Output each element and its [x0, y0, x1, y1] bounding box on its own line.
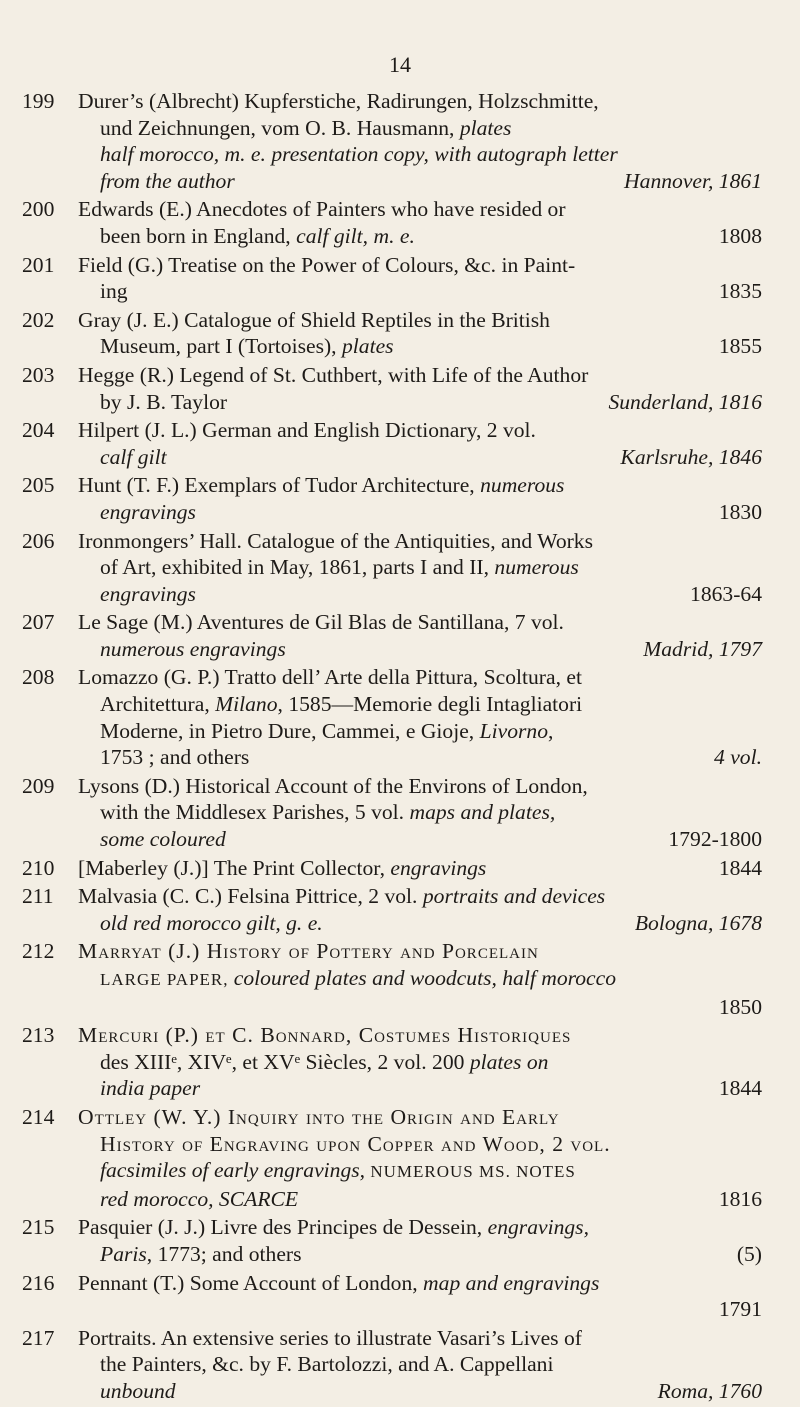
- list-item: [22, 773, 762, 853]
- lot-number: 200: [22, 197, 55, 222]
- entry-text: NUMEROUS MS. NOTES: [365, 1162, 576, 1182]
- entry-line: [78, 883, 762, 910]
- entry-imprint: 1830: [718, 499, 762, 524]
- entry-text: 1753 ; and others: [100, 745, 250, 770]
- lot-number: 205: [22, 473, 55, 498]
- list-item: [22, 472, 762, 525]
- entry-imprint: 4 vol.: [714, 745, 762, 770]
- entry-text: Architettura,: [100, 692, 216, 717]
- entry-imprint: 1855: [718, 334, 762, 359]
- entry-line: [78, 472, 762, 499]
- entry-line: [78, 581, 762, 608]
- page-number: 14: [389, 52, 411, 77]
- entry-text: [Maberley (J.)] The Print Collector,: [78, 855, 391, 880]
- entry-imprint: 1844: [718, 855, 762, 880]
- entry-italic: engravings: [390, 855, 487, 880]
- entry-line: [78, 1075, 762, 1102]
- entry-imprint: Bologna, 1678: [634, 910, 762, 935]
- entry-line: [78, 168, 762, 195]
- list-item: [22, 1104, 762, 1212]
- entry-italic: coloured plates and woodcuts, half morocco: [233, 966, 617, 990]
- entry-line: [78, 1186, 762, 1213]
- entry-imprint: 1791: [718, 1297, 762, 1322]
- entry-line: [78, 223, 762, 250]
- entry-italic: facsimiles of early engravings,: [100, 1158, 366, 1183]
- entry-line: [78, 1157, 762, 1186]
- entry-line: Hegge (R.) Legend of St. Cuthbert, with Life of the Author: [78, 362, 589, 387]
- entry-text: calf gilt: [100, 444, 167, 469]
- entry-line: [78, 691, 762, 718]
- entry-line: History of Engraving upon Copper and Wood, 2 vol.: [100, 1131, 611, 1156]
- entry-imprint: Sunderland, 1816: [608, 389, 762, 414]
- entry-italic: Paris: [100, 1241, 147, 1266]
- entry-text: ing: [100, 279, 128, 304]
- entry-line: Ottley (W. Y.) Inquiry into the Origin and Early: [78, 1104, 560, 1129]
- entry-line: [78, 1049, 762, 1076]
- entry-line: [78, 855, 762, 882]
- lot-number: 210: [22, 855, 55, 880]
- entry-line: [78, 636, 762, 663]
- entry-line: [78, 1214, 762, 1241]
- entry-line: the Painters, &c. by F. Bartolozzi, and A. Cappellani: [100, 1352, 554, 1377]
- entry-text: engravings: [100, 581, 196, 606]
- entry-italic: Livorno: [479, 718, 548, 743]
- entry-line: half morocco, m. e. presentation copy, with autograph letter: [100, 142, 618, 167]
- lot-number: 201: [22, 252, 55, 277]
- entry-text: Museum, part I (Tortoises),: [100, 334, 342, 359]
- lot-number: 214: [22, 1104, 55, 1129]
- entry-line: [78, 278, 762, 305]
- entry-text: LARGE PAPER,: [100, 970, 234, 989]
- entry-text: india paper: [100, 1076, 201, 1101]
- lot-number: 212: [22, 939, 55, 964]
- entry-text: of Art, exhibited in May, 1861, parts I and II,: [100, 555, 495, 580]
- lot-number: 208: [22, 665, 55, 690]
- entry-italic: numerous: [480, 473, 565, 498]
- entry-line: [78, 910, 762, 937]
- lot-number: 203: [22, 362, 55, 387]
- entry-line: [78, 499, 762, 526]
- lot-number: 213: [22, 1023, 55, 1048]
- entry-line: Gray (J. E.) Catalogue of Shield Reptiles in the British: [78, 307, 550, 332]
- list-item: [22, 609, 762, 662]
- list-item: [22, 252, 762, 305]
- entry-text: numerous engravings: [100, 636, 286, 661]
- entry-italic: portraits and devices: [422, 884, 606, 909]
- entry-line: [78, 333, 762, 360]
- entry-italic: numerous: [494, 555, 579, 580]
- entry-line: [78, 1270, 762, 1297]
- entry-line: [78, 1378, 762, 1405]
- list-item: [22, 307, 762, 360]
- entry-line: [78, 744, 762, 771]
- entry-text: Hunt (T. F.) Exemplars of Tudor Architecture,: [78, 473, 481, 498]
- entry-imprint: 1844: [718, 1076, 762, 1101]
- entry-text: , 1585—Memorie degli Intagliatori: [277, 692, 583, 717]
- entry-line: Field (G.) Treatise on the Power of Colours, &c. in Paint-: [78, 252, 576, 277]
- entry-line: Durer’s (Albrecht) Kupferstiche, Radirungen, Holzschmitte,: [78, 89, 599, 113]
- entry-italic: plates: [341, 334, 394, 359]
- entry-imprint: Madrid, 1797: [643, 636, 762, 661]
- entry-line: [78, 965, 762, 994]
- entry-text: ,: [548, 718, 554, 743]
- list-item: [22, 1022, 762, 1102]
- entry-imprint: 1863-64: [690, 581, 762, 606]
- entry-italic: calf gilt, m. e.: [296, 223, 415, 248]
- entry-text: with the Middlesex Parishes, 5 vol.: [100, 800, 410, 825]
- lot-number: 216: [22, 1270, 55, 1295]
- entry-imprint: Hannover, 1861: [624, 168, 762, 193]
- entry-text: old red morocco gilt, g. e.: [100, 910, 323, 935]
- entry-text: some coloured: [100, 827, 226, 852]
- entry-text: from the author: [100, 168, 235, 193]
- entry-text: by J. B. Taylor: [100, 389, 228, 414]
- entry-text: been born in England,: [100, 223, 297, 248]
- entry-italic: maps and plates,: [409, 800, 556, 825]
- entry-italic: plates on: [469, 1049, 549, 1074]
- entry-line: Lomazzo (G. P.) Tratto dell’ Arte della Pittura, Scoltura, et: [78, 665, 582, 690]
- entry-line: Edwards (E.) Anecdotes of Painters who have resided or: [78, 197, 566, 222]
- entry-imprint: 1850: [718, 994, 762, 1019]
- entry-text: , 1773; and others: [146, 1241, 302, 1266]
- entry-list: [22, 88, 762, 1407]
- lot-number: 202: [22, 307, 55, 332]
- entry-line: [78, 554, 762, 581]
- lot-number: 215: [22, 1215, 55, 1240]
- entry-line: Lysons (D.) Historical Account of the Environs of London,: [78, 773, 588, 798]
- entry-line: Portraits. An extensive series to illustrate Vasari’s Lives of: [78, 1325, 582, 1350]
- list-item: [22, 362, 762, 415]
- entry-line: [78, 718, 762, 745]
- entry-line: [78, 826, 762, 853]
- list-item: [22, 88, 762, 194]
- list-item: [22, 883, 762, 936]
- entry-italic: map and engravings: [423, 1270, 600, 1295]
- lot-number: 204: [22, 418, 55, 443]
- entry-line: [78, 799, 762, 826]
- entry-line: Hilpert (J. L.) German and English Dictionary, 2 vol.: [78, 418, 536, 443]
- lot-number: 206: [22, 528, 55, 553]
- entry-line: [78, 389, 762, 416]
- list-item: [22, 196, 762, 249]
- entry-imprint: 1792-1800: [668, 827, 762, 852]
- entry-italic: Milano: [215, 692, 278, 717]
- entry-text: Pennant (T.) Some Account of London,: [78, 1270, 424, 1295]
- list-item: [22, 938, 762, 1020]
- entry-text: engravings: [100, 499, 196, 524]
- entry-text: des XIIIᵉ, XIVᵉ, et XVᵉ Siècles, 2 vol. 200: [100, 1049, 470, 1074]
- entry-line: Mercuri (P.) et C. Bonnard, Costumes Historiques: [78, 1023, 572, 1048]
- entry-line: Ironmongers’ Hall. Catalogue of the Antiquities, and Works: [78, 528, 594, 553]
- entry-imprint: 1816: [718, 1186, 762, 1211]
- entry-line: Marryat (J.) History of Pottery and Porcelain: [78, 939, 539, 964]
- list-item: [22, 1325, 762, 1405]
- entry-text: red morocco, SCARCE: [100, 1186, 299, 1211]
- entry-text: Malvasia (C. C.) Felsina Pittrice, 2 vol.: [78, 884, 423, 909]
- list-item: [22, 1214, 762, 1267]
- entry-italic: engravings,: [487, 1215, 589, 1240]
- entry-line: [78, 444, 762, 471]
- lot-number: 199: [22, 89, 55, 113]
- list-item: [22, 664, 762, 770]
- lot-number: 209: [22, 773, 55, 798]
- entry-imprint: Karlsruhe, 1846: [620, 444, 762, 469]
- list-item: [22, 528, 762, 608]
- list-item: [22, 417, 762, 470]
- entry-imprint: 1808: [718, 223, 762, 248]
- entry-italic: plates: [459, 115, 512, 140]
- entry-text: Pasquier (J. J.) Livre des Principes de Dessein,: [78, 1215, 488, 1240]
- entry-imprint: Roma, 1760: [657, 1378, 762, 1403]
- entry-text: Moderne, in Pietro Dure, Cammei, e Gioje,: [100, 718, 480, 743]
- entry-line: Le Sage (M.) Aventures de Gil Blas de Santillana, 7 vol.: [78, 610, 564, 635]
- entry-imprint: 1835: [718, 279, 762, 304]
- lot-number: 217: [22, 1325, 55, 1350]
- entry-line: [78, 115, 762, 142]
- entry-imprint: (5): [736, 1241, 762, 1266]
- entry-line: [78, 1241, 762, 1268]
- entry-text: und Zeichnungen, vom O. B. Hausmann,: [100, 115, 460, 140]
- list-item: [22, 855, 762, 882]
- list-item: [22, 1270, 762, 1323]
- entry-text: unbound: [100, 1378, 176, 1403]
- lot-number: 207: [22, 610, 55, 635]
- lot-number: 211: [22, 884, 54, 909]
